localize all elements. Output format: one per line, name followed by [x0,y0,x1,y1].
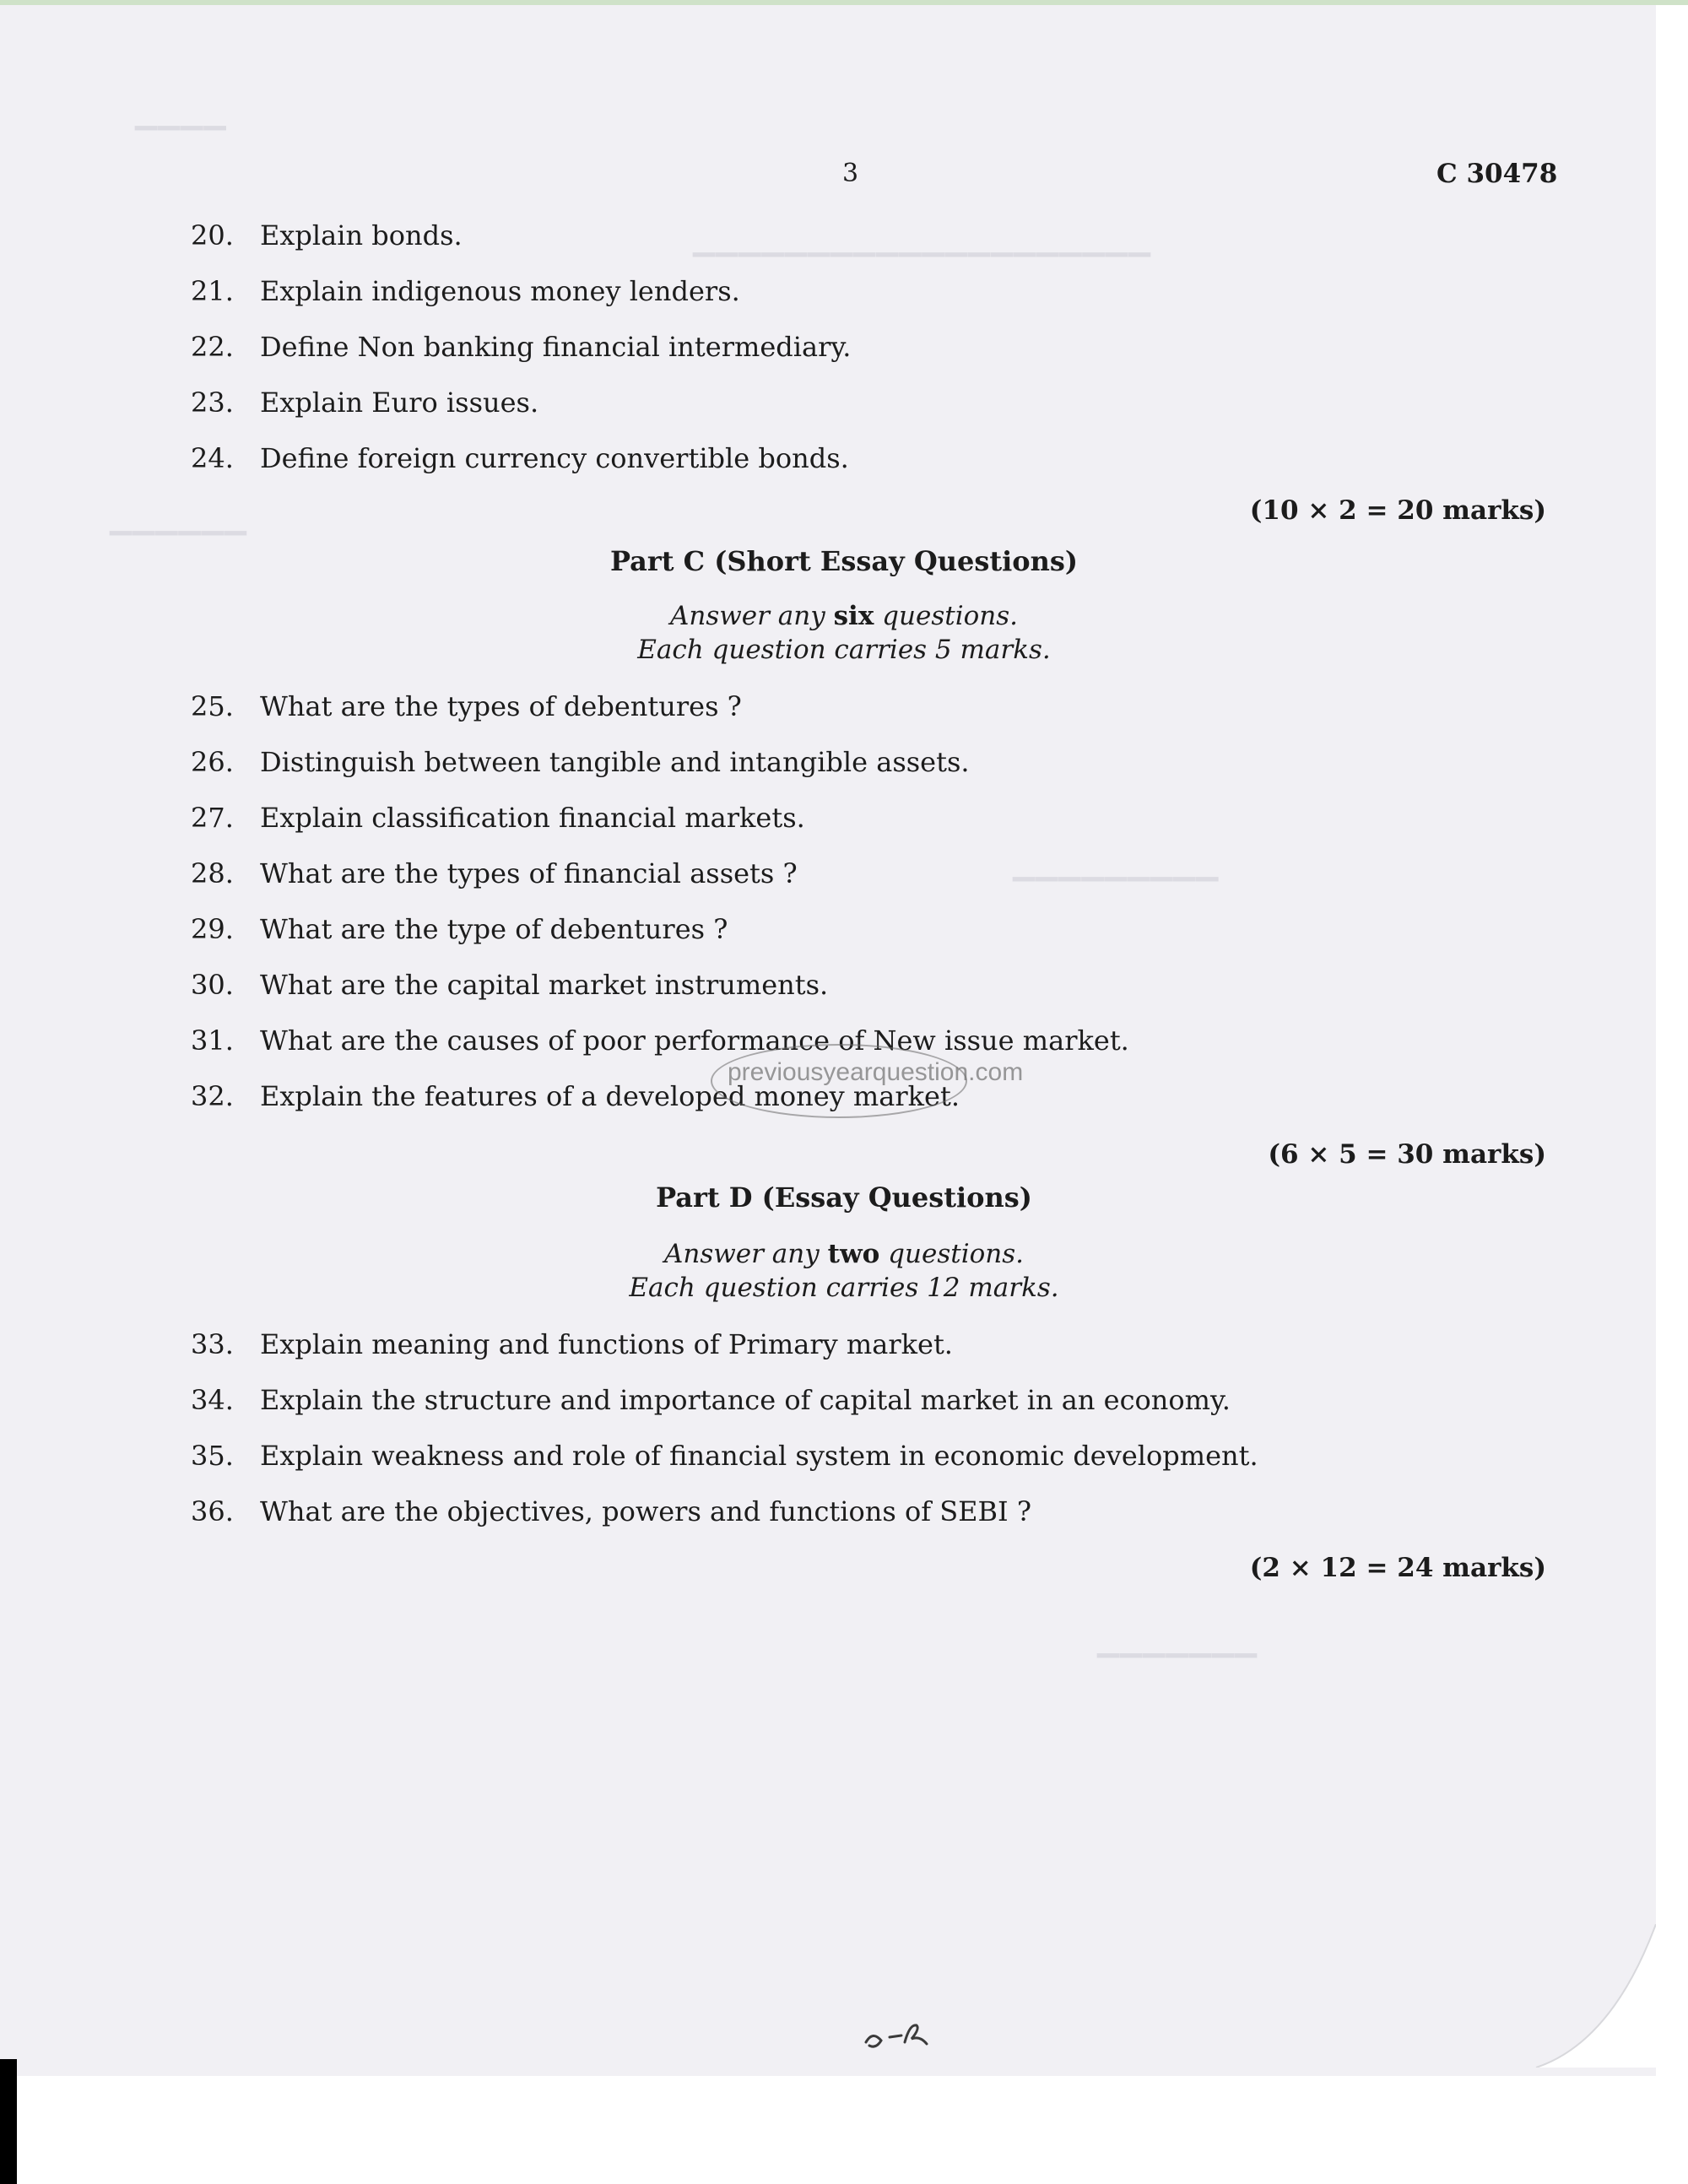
question-text: What are the types of debentures ? [260,690,742,722]
question-item [191,802,805,834]
question-item [191,746,970,778]
question-text: What are the capital market instruments. [260,969,829,1001]
part-c-marks: (6 × 5 = 30 marks) [1268,1139,1546,1170]
part-d-marks: (2 × 12 = 24 marks) [1249,1553,1546,1583]
question-text: Explain Euro issues. [260,387,539,419]
instruction-count: two [827,1239,880,1269]
question-text: Explain meaning and functions of Primary market. [260,1328,953,1360]
instruction-count: six [833,601,874,631]
question-number: 27. [191,802,234,834]
question-item [191,1440,1258,1472]
question-number: 24. [191,442,234,474]
page-number: 3 [842,159,859,188]
question-item [191,219,463,251]
question-text: What are the types of financial assets ? [260,857,798,889]
question-item [191,387,538,419]
handwritten-scribble [861,2008,962,2059]
question-item [191,690,742,722]
question-text: Distinguish between tangible and intangible assets. [260,746,970,778]
question-number: 23. [191,387,234,419]
question-number: 20. [191,219,234,251]
instruction-pre: Answer any [669,601,834,631]
question-number: 26. [191,746,234,778]
question-number: 35. [191,1440,234,1472]
question-item [191,442,849,474]
instruction-pre: Answer any [663,1239,828,1269]
question-item [191,1328,953,1360]
question-item [191,1384,1231,1416]
scan-edge-bar [0,2059,17,2184]
question-text: What are the causes of poor performance of New issue market. [260,1024,1129,1057]
question-number: 28. [191,857,234,889]
show-through: ▔▔▔▔▔▔▔▔▔ [1013,878,1220,911]
show-through: ▔▔▔▔ [135,127,227,160]
question-text: Define Non banking financial intermediary. [260,331,852,363]
question-text: What are the type of debentures ? [260,913,728,945]
show-through: ▔▔▔▔▔▔ [110,532,247,565]
watermark-text: previousyearquestion.com [728,1058,1024,1086]
paper-code: C 30478 [1436,159,1558,189]
part-c-instruction [0,601,1688,631]
question-item [191,275,740,307]
question-text: What are the objectives, powers and functions of SEBI ? [260,1495,1031,1527]
question-text: Explain classification financial markets. [260,802,805,834]
question-number: 31. [191,1024,234,1057]
question-text: Explain indigenous money lenders. [260,275,740,307]
question-number: 34. [191,1384,234,1416]
question-text: Explain weakness and role of financial system in economic development. [260,1440,1258,1472]
part-b-marks: (10 × 2 = 20 marks) [1249,495,1546,526]
question-number: 25. [191,690,234,722]
question-text: Explain the structure and importance of capital market in an economy. [260,1384,1231,1416]
question-item [191,969,828,1001]
part-c-carry: Each question carries 5 marks. [637,635,1051,665]
part-d-carry: Each question carries 12 marks. [629,1273,1059,1303]
show-through: ▔▔▔▔▔▔▔ [1097,1654,1258,1688]
page-top-edge [0,0,1688,5]
instruction-post: questions. [879,1239,1024,1269]
question-item [191,1495,1031,1527]
part-c-title: Part C (Short Essay Questions) [609,545,1079,577]
question-number: 30. [191,969,234,1001]
question-item [191,913,728,945]
question-number: 33. [191,1328,234,1360]
part-d-instruction [0,1239,1688,1269]
question-item [191,331,851,363]
part-d-title: Part D (Essay Questions) [656,1181,1032,1214]
question-number: 21. [191,275,234,307]
instruction-post: questions. [874,601,1019,631]
page-curl [1519,1924,1656,2068]
show-through: ▔▔▔▔▔▔▔▔▔▔▔▔▔▔▔▔▔▔▔▔ [692,253,1150,287]
question-text: Define foreign currency convertible bonds. [260,442,849,474]
question-number: 32. [191,1080,234,1112]
question-text: Explain bonds. [260,219,463,251]
question-text: Explain the features of a developed money market. [260,1080,960,1112]
question-item [191,1024,1129,1057]
question-number: 36. [191,1495,234,1527]
question-number: 29. [191,913,234,945]
question-item [191,857,798,889]
question-number: 22. [191,331,234,363]
